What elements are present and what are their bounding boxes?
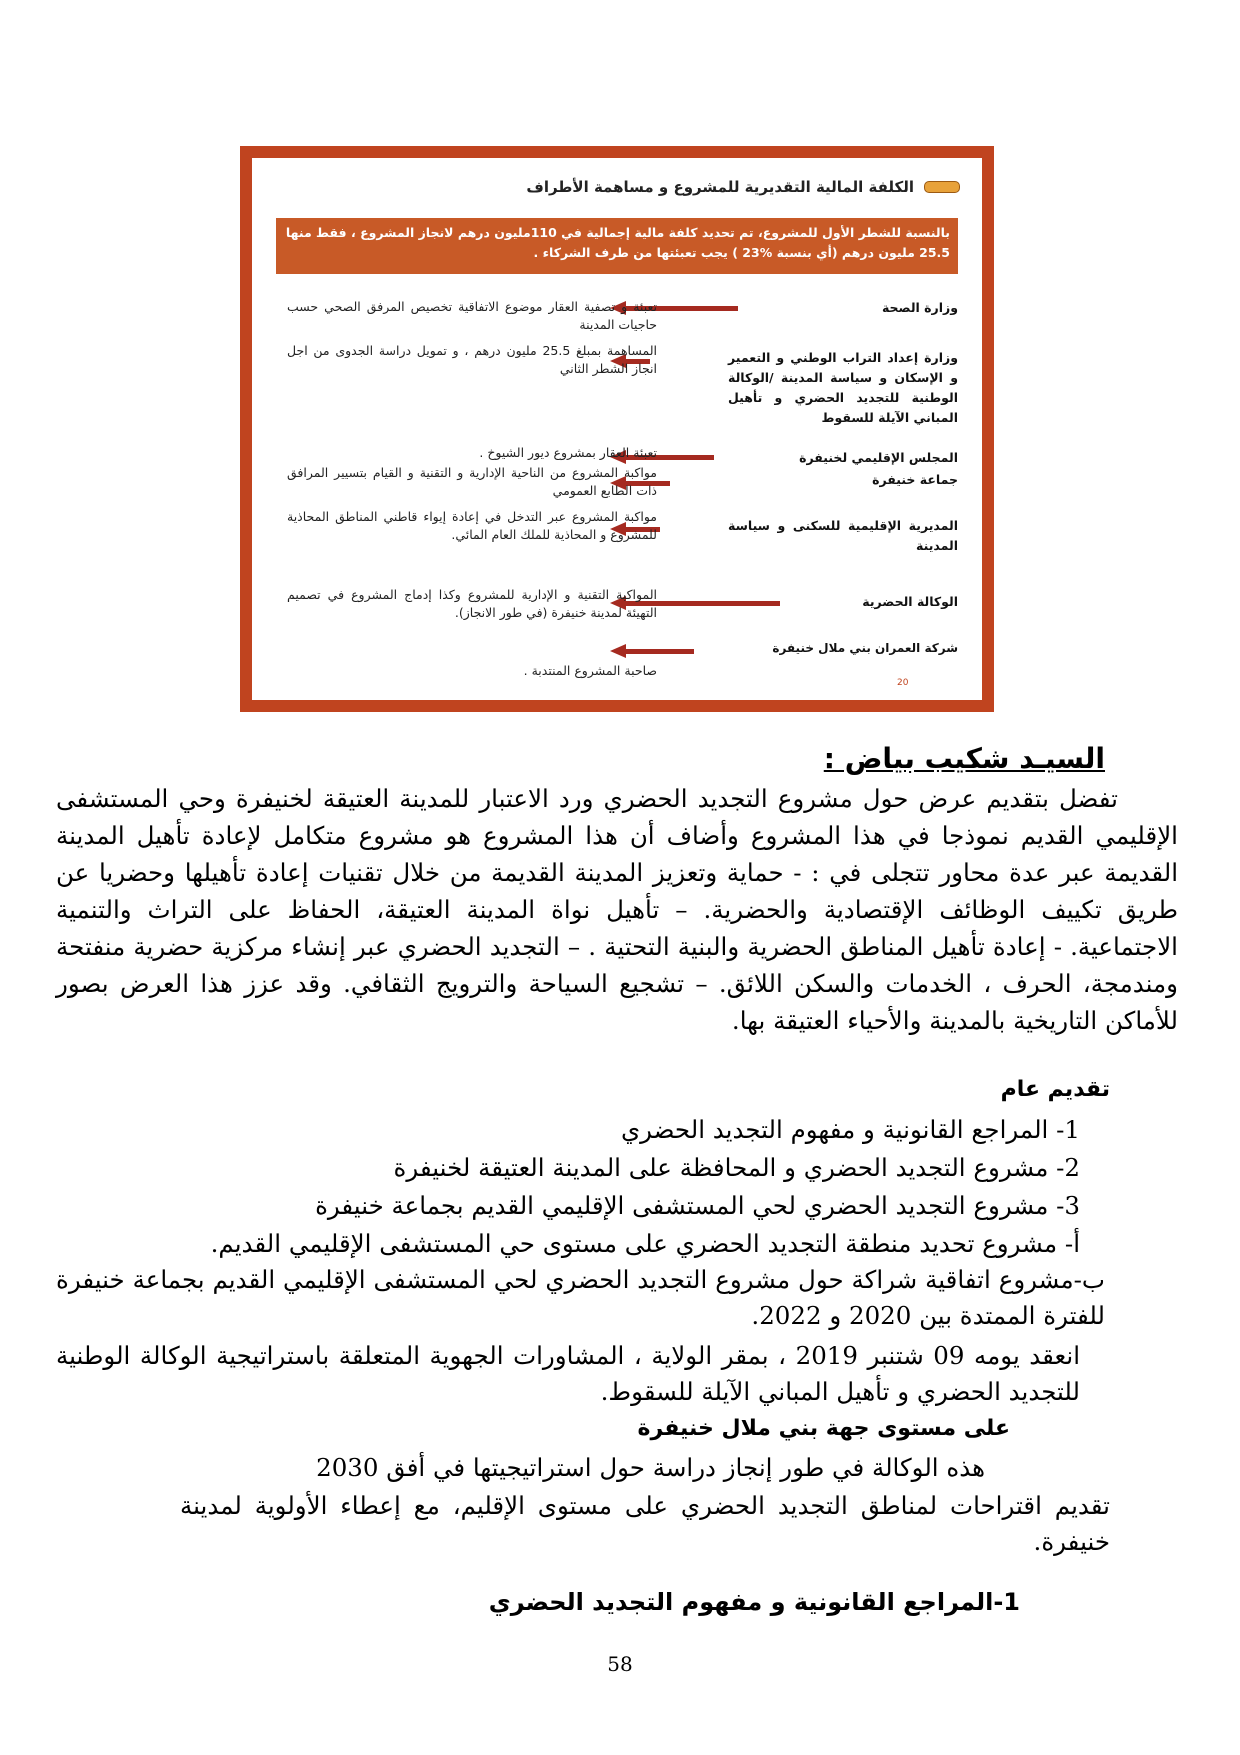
list-item: 1- المراجع القانونية و مفهوم التجديد الحضري [620, 1115, 1080, 1144]
meeting-paragraph: انعقد يومه 09 شتنبر 2019 ، بمقر الولاية ، المشاورات الجهوية المتعلقة باستراتيجية الوكالة الوطنية للتجديد الحضري و تأهيل المباني الآيلة للسقوط. [56, 1341, 1080, 1406]
proposals-paragraph: تقديم اقتراحات لمناطق التجديد الحضري على مستوى الإقليم، مع إعطاء الأولوية لمدينة خنيفرة. [180, 1491, 1110, 1556]
list-item: أ- مشروع تحديد منطقة التجديد الحضري على مستوى حي المستشفى الإقليمي القديم. [210, 1229, 1080, 1258]
org-label: شركة العمران بني ملال خنيفرة [772, 641, 958, 655]
slide-number: 20 [897, 678, 909, 688]
speaker-heading: السيـد شكيب بياض : [823, 742, 1105, 775]
org-label: وزارة الصحة [881, 300, 958, 315]
org-label: المديرية الإقليمية للسكنى و سياسة المدينة [728, 518, 958, 553]
general-heading: تقديم عام [1000, 1077, 1110, 1102]
agency-line: هذه الوكالة في طور إنجاز دراسة حول استراتيجيتها في أفق 2030 [316, 1453, 985, 1482]
cost-banner: بالنسبة للشطر الأول للمشروع، تم تحديد كلفة مالية إجمالية في 110مليون درهم لانجاز المشروع ، فقط منها 25.5 مليون درهم (أي بنسبة %23 ) يجب تعبئتها من طرف الشركاء . [276, 218, 958, 274]
page-number: 58 [607, 1652, 633, 1676]
intro-paragraph [56, 780, 1178, 1039]
region-heading: على مستوى جهة بني ملال خنيفرة [637, 1416, 1010, 1441]
org-contribution: تعبئة العقار بمشروع ديور الشيوخ . [479, 445, 657, 460]
slide-title-text: الكلفة المالية التقديرية للمشروع و مساهمة الأطراف [526, 178, 914, 196]
intro-text: تفضل بتقديم عرض حول مشروع التجديد الحضري ورد الاعتبار للمدينة العتيقة لخنيفرة وحي المستشفى الإقليمي القديم نموذجا في هذا المشروع وأضاف أن هذا المشروع هو مشروع متكامل لإعادة تأهيل المدينة القديمة عبر عدة محاور تتجلى في : - حماية وتعزيز المدينة القديمة من خلال تقنيات إعادة تأهيلها وحضريا عن طريق تكييف الوظائف الإقتصادية والحضرية. – تأهيل نواة المدينة العتيقة، الحفاظ على التراث والتنمية الاجتماعية. - إعادة تأهيل المناطق الحضرية والبنية التحتية . – التجديد الحضري عبر إنشاء مركزية حضرية منفتحة ومندمجة، الحرف ، الخدمات والسكن اللائق. – تشجيع السياحة والترويج الثقافي. وقد عزز هذا العرض بصور للأماكن التاريخية بالمدينة والأحياء العتيقة بها. [56, 784, 1178, 1035]
list-item: ب-مشروع اتفاقية شراكة حول مشروع التجديد الحضري لحي المستشفى الإقليمي القديم بجماعة خنيفرة للفترة الممتدة بين 2020 و 2022. [56, 1265, 1105, 1330]
org-contribution: تعبئة و تصفية العقار موضوع الاتفاقية تخصيص المرفق الصحي حسب حاجيات المدينة [287, 299, 657, 332]
bullet-pill-icon [924, 181, 960, 193]
slide-content [252, 158, 982, 700]
org-contribution: مواكبة المشروع عبر التدخل في إعادة إيواء قاطني المناطق المحاذية للمشروع و المحاذية للملك العام المائي. [287, 509, 657, 542]
section-heading: 1-المراجع القانونية و مفهوم التجديد الحضري [488, 1588, 1020, 1616]
org-contribution: المساهمة بمبلغ 25.5 مليون درهم ، و تمويل دراسة الجدوى من اجل انجاز الشطر الثاني [287, 343, 658, 376]
slide-title [526, 178, 960, 196]
org-contribution: صاحبة المشروع المنتدبة . [523, 663, 657, 678]
org-label: جماعة خنيفرة [872, 472, 958, 487]
org-label: الوكالة الحضرية [862, 594, 958, 609]
org-label: وزارة إعداد التراب الوطني و التعمير و الإسكان و سياسة المدينة /الوكالة الوطنية للتجديد الحضري و تأهيل المباني الآيلة للسقوط [728, 350, 958, 425]
org-contribution: مواكبة المشروع من الناحية الإدارية و التقنية و القيام بتسيير المرافق ذات الطابع العمومي [287, 465, 657, 498]
org-contribution: المواكبة التقنية و الإدارية للمشروع وكذا إدماج المشروع في تصميم التهيئة لمدينة خنيفرة (في طور الانجاز). [287, 587, 657, 620]
slide-figure [240, 146, 994, 712]
arrow-left-icon [610, 646, 694, 656]
list-item: 3- مشروع التجديد الحضري لحي المستشفى الإقليمي القديم بجماعة خنيفرة [315, 1191, 1080, 1220]
org-label: المجلس الإقليمي لخنيفرة [799, 450, 958, 465]
list-item: 2- مشروع التجديد الحضري و المحافظة على المدينة العتيقة لخنيفرة [393, 1153, 1080, 1182]
